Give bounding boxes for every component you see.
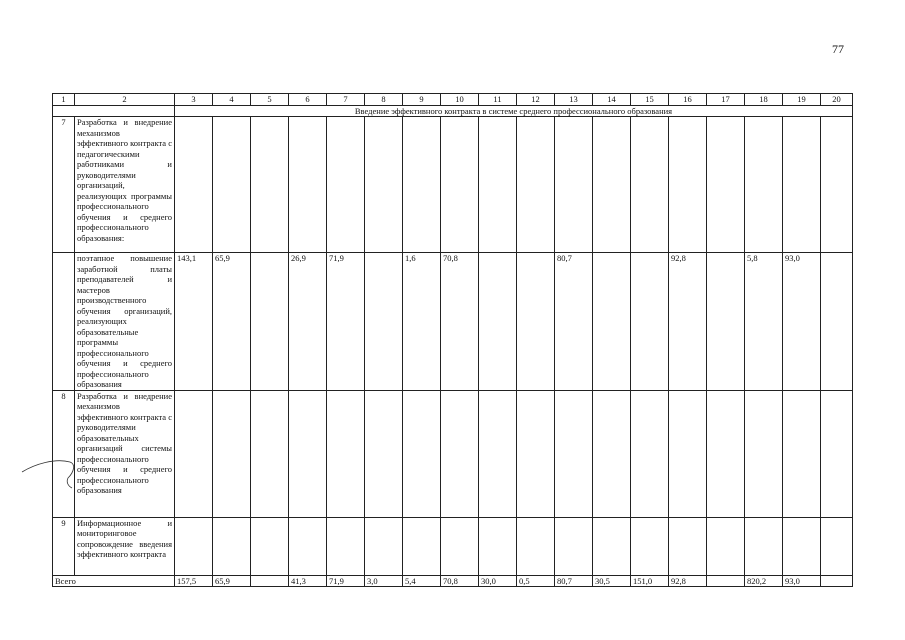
column-header-15: 15	[631, 94, 669, 106]
report-table	[52, 93, 853, 587]
row-number: 8	[53, 390, 75, 517]
column-header-20: 20	[821, 94, 853, 106]
value-cell	[213, 117, 251, 253]
value-cell	[707, 253, 745, 391]
total-value-cell: 3,0	[365, 575, 403, 586]
value-cell	[251, 117, 289, 253]
value-cell	[441, 517, 479, 575]
total-value-cell: 157,5	[175, 575, 213, 586]
value-cell	[631, 117, 669, 253]
column-header-8: 8	[365, 94, 403, 106]
total-value-cell: 30,0	[479, 575, 517, 586]
value-cell	[821, 517, 853, 575]
total-value-cell: 41,3	[289, 575, 327, 586]
value-cell	[403, 390, 441, 517]
column-header-9: 9	[403, 94, 441, 106]
value-cell: 80,7	[555, 253, 593, 391]
total-value-cell: 65,9	[213, 575, 251, 586]
value-cell	[593, 517, 631, 575]
total-value-cell: 92,8	[669, 575, 707, 586]
column-header-18: 18	[745, 94, 783, 106]
value-cell	[403, 517, 441, 575]
value-cell	[403, 117, 441, 253]
value-cell	[479, 517, 517, 575]
value-cell	[517, 390, 555, 517]
value-cell	[821, 390, 853, 517]
value-cell	[783, 390, 821, 517]
column-header-2: 2	[75, 94, 175, 106]
value-cell: 5,8	[745, 253, 783, 391]
total-value-cell: 30,5	[593, 575, 631, 586]
value-cell	[593, 253, 631, 391]
total-row	[53, 575, 853, 586]
value-cell	[555, 117, 593, 253]
value-cell	[365, 390, 403, 517]
value-cell	[669, 390, 707, 517]
value-cell	[327, 390, 365, 517]
value-cell	[441, 117, 479, 253]
row-description: Информационное и мониторинговое сопровождение введения эффективного контракта	[75, 517, 175, 575]
column-number-row	[53, 94, 853, 106]
value-cell	[745, 390, 783, 517]
value-cell	[175, 390, 213, 517]
total-value-cell	[707, 575, 745, 586]
value-cell	[593, 390, 631, 517]
value-cell	[555, 517, 593, 575]
value-cell	[707, 390, 745, 517]
value-cell	[479, 390, 517, 517]
section-title: Введение эффективного контракта в системе среднего профессионального образования	[175, 106, 853, 117]
value-cell	[707, 517, 745, 575]
value-cell	[745, 117, 783, 253]
value-cell	[593, 117, 631, 253]
value-cell	[821, 117, 853, 253]
column-header-3: 3	[175, 94, 213, 106]
value-cell: 71,9	[327, 253, 365, 391]
value-cell	[783, 117, 821, 253]
value-cell	[631, 390, 669, 517]
total-value-cell	[821, 575, 853, 586]
value-cell	[327, 517, 365, 575]
column-header-5: 5	[251, 94, 289, 106]
value-cell	[251, 390, 289, 517]
value-cell	[517, 517, 555, 575]
column-header-17: 17	[707, 94, 745, 106]
value-cell: 65,9	[213, 253, 251, 391]
total-value-cell: 0,5	[517, 575, 555, 586]
value-cell	[631, 517, 669, 575]
value-cell	[175, 117, 213, 253]
total-value-cell	[251, 575, 289, 586]
value-cell	[289, 390, 327, 517]
column-header-6: 6	[289, 94, 327, 106]
value-cell	[555, 390, 593, 517]
value-cell	[631, 253, 669, 391]
column-header-11: 11	[479, 94, 517, 106]
value-cell	[517, 253, 555, 391]
row-number: 7	[53, 117, 75, 253]
page-number: 77	[832, 42, 844, 56]
column-header-14: 14	[593, 94, 631, 106]
value-cell	[365, 517, 403, 575]
table-row	[53, 117, 853, 253]
value-cell: 143,1	[175, 253, 213, 391]
total-value-cell: 5,4	[403, 575, 441, 586]
value-cell	[821, 253, 853, 391]
row-description: Разработка и внедрение механизмов эффективного контракта с руководителями образовательных организаций системы профессионального обучения и среднего профессионального образования	[75, 390, 175, 517]
row-number: 9	[53, 517, 75, 575]
value-cell	[479, 253, 517, 391]
value-cell: 93,0	[783, 253, 821, 391]
row-description: поэтапное повышение заработной платы преподавателей и мастеров производственного обучения организаций, реализующих образовательные программы профессионального обучения и среднего профессионального образования	[75, 253, 175, 391]
value-cell: 70,8	[441, 253, 479, 391]
value-cell	[441, 390, 479, 517]
total-value-cell: 820,2	[745, 575, 783, 586]
column-header-19: 19	[783, 94, 821, 106]
table-row	[53, 517, 853, 575]
column-header-13: 13	[555, 94, 593, 106]
value-cell	[289, 117, 327, 253]
value-cell: 1,6	[403, 253, 441, 391]
row-number	[53, 253, 75, 391]
value-cell	[669, 517, 707, 575]
value-cell	[517, 117, 555, 253]
value-cell: 92,8	[669, 253, 707, 391]
value-cell	[251, 253, 289, 391]
value-cell	[365, 117, 403, 253]
value-cell	[479, 117, 517, 253]
value-cell	[783, 517, 821, 575]
table-row	[53, 253, 853, 391]
row-description: Разработка и внедрение механизмов эффективного контракта с педагогическими работниками и руководителями организаций, реализующих программы профессионального обучения и среднего профессионального образования:	[75, 117, 175, 253]
column-header-7: 7	[327, 94, 365, 106]
total-value-cell: 151,0	[631, 575, 669, 586]
total-label: Всего	[53, 575, 175, 586]
section-title-row	[53, 106, 853, 117]
handwritten-mark	[20, 450, 80, 490]
column-header-1: 1	[53, 94, 75, 106]
value-cell	[669, 117, 707, 253]
value-cell	[289, 517, 327, 575]
value-cell: 26,9	[289, 253, 327, 391]
column-header-16: 16	[669, 94, 707, 106]
column-header-10: 10	[441, 94, 479, 106]
value-cell	[745, 517, 783, 575]
value-cell	[213, 517, 251, 575]
value-cell	[213, 390, 251, 517]
value-cell	[707, 117, 745, 253]
value-cell	[251, 517, 289, 575]
value-cell	[175, 517, 213, 575]
table-row	[53, 390, 853, 517]
column-header-12: 12	[517, 94, 555, 106]
total-value-cell: 93,0	[783, 575, 821, 586]
total-value-cell: 70,8	[441, 575, 479, 586]
column-header-4: 4	[213, 94, 251, 106]
total-value-cell: 71,9	[327, 575, 365, 586]
value-cell	[365, 253, 403, 391]
value-cell	[327, 117, 365, 253]
total-value-cell: 80,7	[555, 575, 593, 586]
